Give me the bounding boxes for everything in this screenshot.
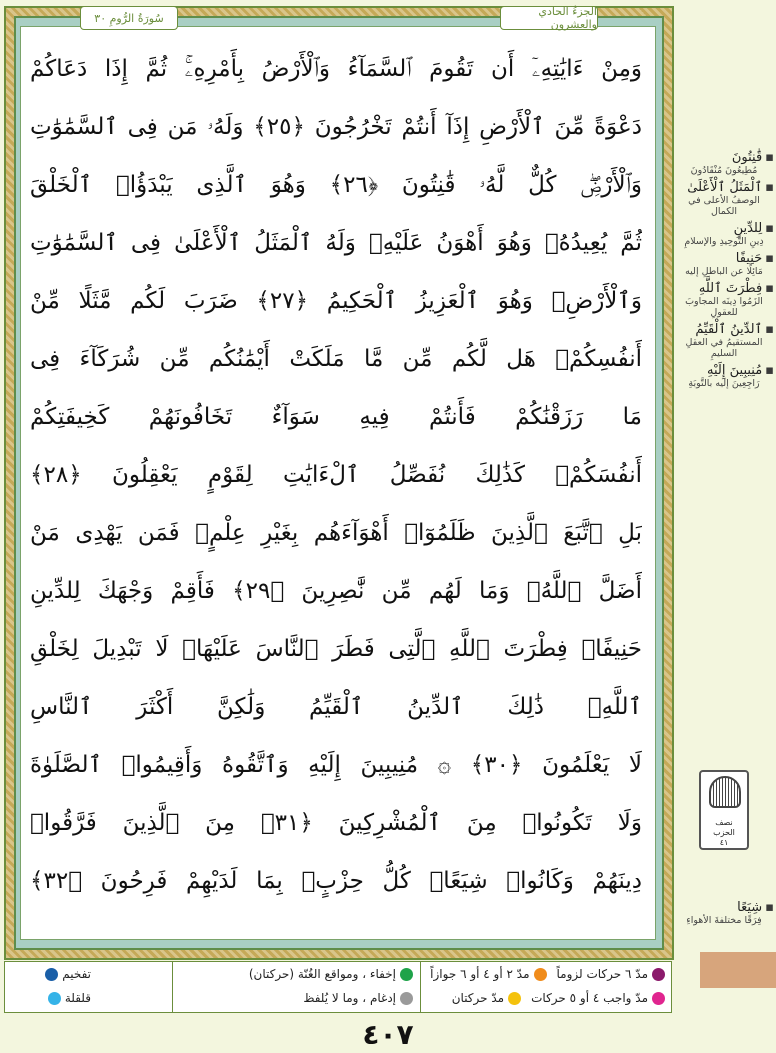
- glossary-meaning: مُطِيعُونَ مُنْقَادُونَ: [690, 165, 758, 176]
- verse-line-11: حَنِيفًاۚ فِطْرَتَ ٱللَّهِ ٱلَّتِى فَطَرَ ٱلنَّاسَ عَلَيْهَاۚ لَا تَبْدِيلَ لِخَلْقِ: [30, 636, 642, 662]
- legend-item: [7, 986, 171, 1010]
- verse-line-15: دِينَهُمْ وَكَانُوا۟ شِيَعًاۖ كُلُّ حِزْبٍۭ بِمَا لَدَيْهِمْ فَرِحُونَ ﴿٣٢﴾: [30, 868, 642, 894]
- bullet-icon: ▪: [765, 150, 774, 165]
- color-dot-icon: [508, 992, 521, 1005]
- hizb-marker: [699, 770, 749, 850]
- legend-column: [420, 962, 671, 1012]
- legend-item: [421, 986, 671, 1010]
- color-dot-icon: [400, 992, 413, 1005]
- verse-line-9: بَلِ ٱتَّبَعَ ٱلَّذِينَ ظَلَمُوٓا۟ أَهْوَآءَهُم بِغَيْرِ عِلْمٍۖ فَمَن يَهْدِى مَنْ: [30, 520, 642, 546]
- glossary-entry: [674, 221, 774, 247]
- margin-glossary: [674, 150, 774, 393]
- verse-line-1: وَمِنْ ءَايَٰتِهِۦٓ أَن تَقُومَ ٱلسَّمَآءُ وَٱلْأَرْضُ بِأَمْرِهِۦۚ ثُمَّ إِذَا دَعَاكُمْ: [30, 56, 642, 82]
- glossary-meaning: مَائِلًا عن الباطلِ إليه: [685, 266, 763, 277]
- legend-label: قلقلة: [64, 991, 91, 1005]
- legend-item: [421, 962, 671, 986]
- glossary-word: حَنِيفًا: [735, 251, 763, 266]
- tajweed-legend: [4, 961, 672, 1013]
- glossary-entry: [674, 363, 774, 389]
- glossary-entry: [674, 180, 774, 217]
- verse-line-6: أَنفُسِكُمْۖ هَل لَّكُم مِّن مَّا مَلَكَتْ أَيْمَٰنُكُم مِّن شُرَكَآءَ فِى: [30, 346, 642, 372]
- verse-line-13: لَا يَعْلَمُونَ ﴿٣٠﴾ ۞ مُنِيبِينَ إِلَيْهِ وَٱتَّقُوهُ وَأَقِيمُوا۟ ٱلصَّلَوٰةَ: [30, 752, 642, 778]
- glossary-meaning: رَاجِعِينَ إليه بالتَّوبَةِ: [688, 378, 760, 389]
- verse-line-12: ٱللَّهِۚ ذَٰلِكَ ٱلدِّينُ ٱلْقَيِّمُ وَلَٰكِنَّ أَكْثَرَ ٱلنَّاسِ: [30, 694, 642, 720]
- verse-line-3: وَٱلْأَرْضِۖ كُلٌّ لَّهُۥ قَٰنِتُونَ ﴿٢٦﴾ وَهُوَ ٱلَّذِى يَبْدَؤُا۟ ٱلْخَلْقَ: [30, 172, 642, 198]
- legend-item: [173, 986, 419, 1010]
- bullet-icon: ▪: [765, 363, 774, 378]
- bullet-icon: ▪: [765, 180, 774, 195]
- glossary-meaning: الوصفُ الأعلى في الكمال: [688, 195, 760, 217]
- color-dot-icon: [652, 968, 665, 981]
- margin-glossary-bottom: [674, 900, 774, 929]
- bullet-icon: ▪: [765, 281, 774, 296]
- glossary-meaning: فِرَقًا مختلفةَ الأهواءِ: [686, 915, 762, 926]
- verse-line-7: مَا رَزَقْنَٰكُمْ فَأَنتُمْ فِيهِ سَوَآءٌ تَخَافُونَهُمْ كَخِيفَتِكُمْ: [30, 404, 642, 430]
- color-dot-icon: [652, 992, 665, 1005]
- glossary-word: ٱلْمَثَلُ ٱلْأَعْلَىٰ: [687, 180, 763, 195]
- verse-line-2: دَعْوَةً مِّنَ ٱلْأَرْضِ إِذَآ أَنتُمْ تَخْرُجُونَ ﴿٢٥﴾ وَلَهُۥ مَن فِى ٱلسَّمَٰوَٰتِ: [30, 114, 642, 140]
- legend-label: مدّ ٦ حركات لزوماً: [556, 967, 648, 981]
- legend-label: تفخيم: [62, 967, 91, 981]
- glossary-meaning: دِينِ التَّوحِيدِ والإسلامِ: [684, 236, 764, 247]
- legend-label: إخفاء ، ومواقع الغُنّة (حركتان): [248, 967, 396, 981]
- legend-label: مدّ واجب ٤ أو ٥ حركات: [531, 991, 648, 1005]
- hizb-label-half: نصف: [715, 818, 733, 827]
- glossary-word: فِطْرَتَ ٱللَّهِ: [698, 281, 763, 296]
- bullet-icon: ▪: [765, 322, 774, 337]
- glossary-word: لِلدِّينِ: [733, 221, 763, 236]
- page-number: ٤٠٧: [362, 1018, 414, 1051]
- verse-line-14: وَلَا تَكُونُوا۟ مِنَ ٱلْمُشْرِكِينَ ﴿٣١﴾ مِنَ ٱلَّذِينَ فَرَّقُوا۟: [30, 810, 642, 836]
- legend-label: مدّ حركتان: [451, 991, 505, 1005]
- glossary-entry: [674, 281, 774, 318]
- verse-line-5: وَٱلْأَرْضِۚ وَهُوَ ٱلْعَزِيزُ ٱلْحَكِيمُ ﴿٢٧﴾ ضَرَبَ لَكُم مَّثَلًا مِّنْ: [30, 288, 642, 314]
- glossary-entry: [674, 251, 774, 277]
- glossary-meaning: الزَمُوا دِينَه المجاوبَ للعقولِ: [685, 296, 763, 318]
- surah-name-header: سُورَةُ الرُّومِ ٣٠: [80, 6, 178, 30]
- legend-column: [172, 962, 419, 1012]
- page-tab: [700, 952, 776, 988]
- glossary-word: ٱلدِّينُ ٱلْقَيِّمُ: [695, 322, 763, 337]
- color-dot-icon: [534, 968, 547, 981]
- glossary-word: قَٰنِتُونَ: [731, 150, 763, 165]
- hizb-number: ٤١: [719, 838, 729, 847]
- glossary-word: شِيَعًا: [737, 900, 763, 915]
- legend-item: [7, 962, 171, 986]
- glossary-word: مُنِيبِينَ إِلَيْهِ: [707, 363, 763, 378]
- dome-icon: [709, 776, 741, 808]
- bullet-icon: ▪: [765, 251, 774, 266]
- legend-column: [7, 962, 171, 1012]
- verse-line-8: أَنفُسَكُمْۚ كَذَٰلِكَ نُفَصِّلُ ٱلْءَايَٰتِ لِقَوْمٍ يَعْقِلُونَ ﴿٢٨﴾: [30, 462, 642, 488]
- color-dot-icon: [48, 992, 61, 1005]
- glossary-entry: [674, 150, 774, 176]
- color-dot-icon: [45, 968, 58, 981]
- hizb-label-hizb: الحزب: [713, 828, 735, 837]
- glossary-entry: [674, 322, 774, 359]
- verse-line-10: أَضَلَّ ٱللَّهُۖ وَمَا لَهُم مِّن نَّٰصِرِينَ ﴿٢٩﴾ فَأَقِمْ وَجْهَكَ لِلدِّينِ: [30, 578, 642, 604]
- glossary-meaning: المستقيمُ في العقلِ السليمِ: [685, 337, 763, 359]
- legend-label: مدّ ٢ أو ٤ أو ٦ جوازاً: [430, 967, 530, 981]
- legend-item: [173, 962, 419, 986]
- bullet-icon: ▪: [765, 900, 774, 915]
- juz-name-header: الجزءُ الحادي والعشرون: [500, 6, 598, 30]
- verse-line-4: ثُمَّ يُعِيدُهُۥ وَهُوَ أَهْوَنُ عَلَيْهِۚ وَلَهُ ٱلْمَثَلُ ٱلْأَعْلَىٰ فِى ٱلسَّمَٰوَٰتِ: [30, 230, 642, 256]
- color-dot-icon: [400, 968, 413, 981]
- legend-label: إدغام ، وما لا يُلفظ: [303, 991, 396, 1005]
- bullet-icon: ▪: [765, 221, 774, 236]
